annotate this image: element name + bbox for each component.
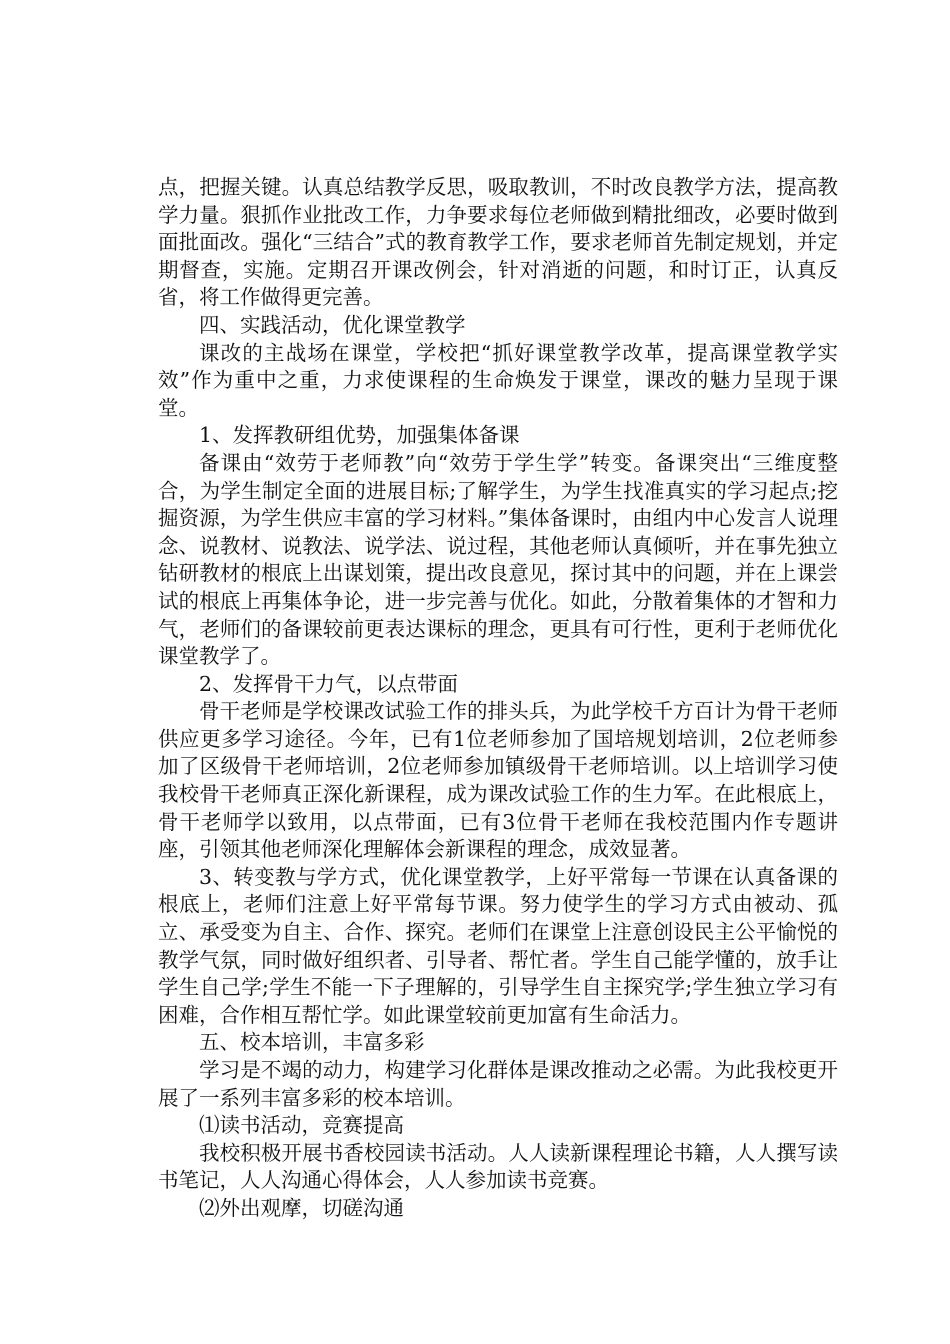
paragraph: 学习是不竭的动力，构建学习化群体是课改推动之必需。为此我校更开展了一系列丰富多彩的校本培训。 bbox=[158, 1058, 838, 1110]
document-body bbox=[158, 174, 838, 1223]
paragraph: 备课由“效劳于老师教”向“效劳于学生学”转变。备课突出“三维度整合，为学生制定全面的进展目标;了解学生，为学生找准真实的学习起点;挖掘资源，为学生供应丰富的学习材料。”集体备课时，由组内中心发言人说理念、说教材、说教法、说学法、说过程，其他老师认真倾听，并在事先独立钻研教材的根底上出谋划策，提出改良意见，探讨其中的问题，并在上课尝试的根底上再集体争论，进一步完善与优化。如此，分散着集体的才智和力气，老师们的备课较前更表达课标的理念，更具有可行性，更利于老师优化课堂教学了。 bbox=[158, 450, 838, 669]
paragraph: 我校积极开展书香校园读书活动。人人读新课程理论书籍，人人撰写读书笔记，人人沟通心得体会，人人参加读书竞赛。 bbox=[158, 1140, 838, 1193]
paragraph: 课改的主战场在课堂，学校把“抓好课堂教学改革，提高课堂教学实效”作为重中之重，力求使课程的生命焕发于课堂，课改的魅力呈现于课堂。 bbox=[158, 340, 838, 420]
subsection-heading-observation: ⑵外出观摩，切磋沟通 bbox=[199, 1195, 404, 1220]
subsection-heading-1: 1、发挥教研组优势，加强集体备课 bbox=[199, 423, 520, 448]
section-heading-5: 五、校本培训，丰富多彩 bbox=[199, 1030, 425, 1055]
paragraph: 骨干老师是学校课改试验工作的排头兵，为此学校千方百计为骨干老师供应更多学习途径。今年，已有1位老师参加了国培规划培训，2位老师参加了区级骨干老师培训，2位老师参加镇级骨干老师培训。以上培训学习使我校骨干老师真正深化新课程，成为课改试验工作的生力军。在此根底上，骨干老师学以致用，以点带面，已有3位骨干老师在我校范围内作专题讲座，引领其他老师深化理解体会新课程的理念，成效显著。 bbox=[158, 699, 838, 862]
subsection-heading-2: 2、发挥骨干力气，以点带面 bbox=[199, 671, 459, 696]
section-heading-4: 四、实践活动，优化课堂教学 bbox=[199, 312, 466, 337]
subsection-heading-reading: ⑴读书活动，竞赛提高 bbox=[199, 1113, 404, 1138]
paragraph-continued: 点，把握关键。认真总结教学反思，吸取教训，不时改良教学方法，提高教学力量。狠抓作业批改工作，力争要求每位老师做到精批细改，必要时做到面批面改。强化“三结合”式的教育教学工作，要求老师首先制定规划，并定期督查，实施。定期召开课改例会，针对消逝的问题，和时订正，认真反省，将工作做得更完善。 bbox=[158, 175, 838, 310]
paragraph: 3、转变教与学方式，优化课堂教学，上好平常每一节课在认真备课的根底上，老师们注意上好平常每节课。努力使学生的学习方式由被动、孤立、承受变为自主、合作、探究。老师们在课堂上注意创设民主公平愉悦的教学气氛，同时做好组织者、引导者、帮忙者。学生自己能学懂的，放手让学生自己学;学生不能一下子理解的，引导学生自主探究学;学生独立学习有困难，合作相互帮忙学。如此课堂较前更加富有生命活力。 bbox=[158, 864, 838, 1027]
